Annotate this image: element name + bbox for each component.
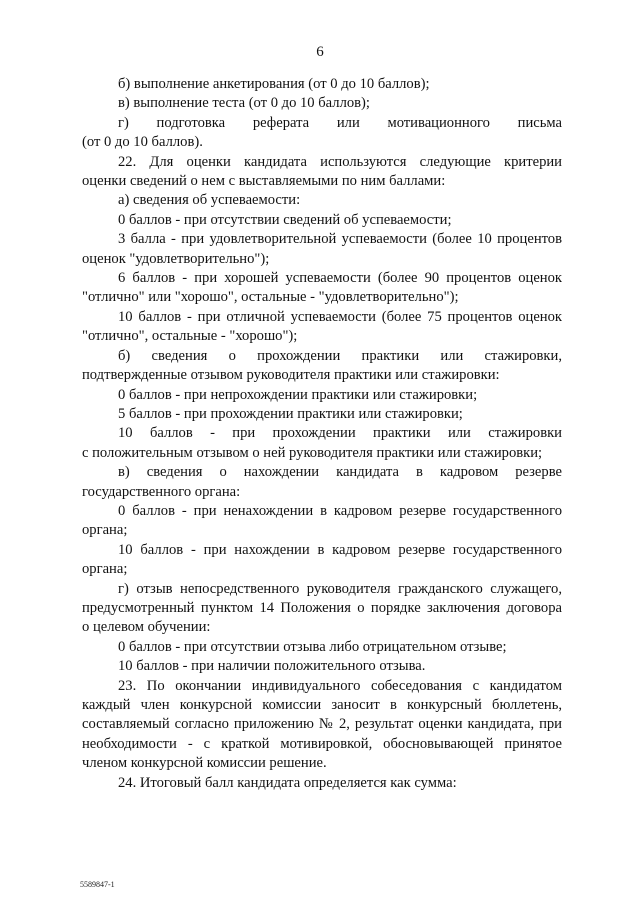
- text-line: необходимости - с краткой мотивировкой, обосновывающей принятое: [82, 735, 562, 752]
- text-line: 23. По окончании индивидуального собеседования с кандидатом: [118, 677, 562, 694]
- text-line: 10 баллов - при прохождении практики или стажировки: [118, 425, 562, 442]
- text-line: г) отзыв непосредственного руководителя гражданского служащего,: [118, 580, 562, 597]
- text-line: б) сведения о прохождении практики или стажировки,: [118, 347, 562, 364]
- text-line: (от 0 до 10 баллов).: [82, 134, 203, 151]
- text-line: 0 баллов - при ненахождении в кадровом резерве государственного: [118, 502, 562, 519]
- text-line: 10 баллов - при нахождении в кадровом резерве государственного: [118, 541, 562, 558]
- page-number: 6: [316, 44, 324, 60]
- paragraph-10-points-reserve: [82, 541, 562, 580]
- text-line: с положительным отзывом о ней руководителя практики или стажировки;: [82, 444, 543, 461]
- text-line: в) сведения о нахождении кандидата в кадровом резерве: [118, 464, 562, 481]
- text-line: "отлично" или "хорошо", остальные - "удовлетворительно");: [82, 289, 459, 306]
- paragraph-0-points-reserve: [82, 502, 562, 541]
- paragraph-v-reserve: [82, 463, 562, 502]
- paragraph-g-essay: [82, 114, 562, 153]
- paragraph-3-points: [82, 230, 562, 269]
- text-line: государственного органа:: [82, 483, 241, 500]
- paragraph-a-performance: а) сведения об успеваемости:: [118, 192, 301, 209]
- paragraph-0-points-review: 0 баллов - при отсутствии отзыва либо отрицательном отзыве;: [118, 638, 507, 655]
- text-line: о целевом обучении:: [82, 619, 211, 636]
- paragraph-5-points-internship: 5 баллов - при прохождении практики или стажировки;: [118, 405, 463, 422]
- text-line: г) подготовка реферата или мотивационного письма: [118, 114, 562, 131]
- text-line: каждый член конкурсной комиссии заносит в конкурсный бюллетень,: [82, 697, 562, 713]
- document-body: [82, 75, 562, 793]
- text-line: 10 баллов - при отличной успеваемости (более 75 процентов оценок: [118, 308, 562, 325]
- paragraph-v-test: в) выполнение теста (от 0 до 10 баллов);: [118, 95, 370, 112]
- text-line: членом конкурсной комиссии решение.: [82, 755, 327, 772]
- paragraph-0-points-internship: 0 баллов - при непрохождении практики или стажировки;: [118, 386, 478, 403]
- text-line: подтвержденные отзывом руководителя практики или стажировки:: [82, 367, 500, 384]
- paragraph-g-supervisor-review: [82, 580, 562, 638]
- paragraph-0-points-performance: 0 баллов - при отсутствии сведений об успеваемости;: [118, 211, 452, 228]
- paragraph-10-points-performance: [82, 308, 562, 347]
- paragraph-10-points-review: 10 баллов - при наличии положительного отзыва.: [118, 658, 426, 675]
- text-line: 22. Для оценки кандидата используются следующие критерии: [118, 153, 562, 170]
- text-line: 3 балла - при удовлетворительной успеваемости (более 10 процентов: [118, 231, 562, 248]
- paragraph-10-points-internship: [82, 424, 562, 463]
- text-line: органа;: [82, 561, 128, 578]
- text-line: предусмотренный пунктом 14 Положения о порядке заключения договора: [82, 599, 562, 616]
- paragraph-b-internship: [82, 347, 562, 386]
- document-code: 5589847-1: [80, 880, 115, 889]
- paragraph-24-final-score: 24. Итоговый балл кандидата определяется как сумма:: [118, 774, 457, 791]
- paragraph-22-criteria: [82, 153, 562, 192]
- text-line: "отлично", остальные - "хорошо");: [82, 328, 298, 345]
- paragraph-23-ballot: [82, 677, 562, 774]
- text-line: оценки сведений о нем с выставляемыми по ним баллами:: [82, 173, 446, 190]
- text-line: оценок "удовлетворительно");: [82, 250, 270, 267]
- text-line: органа;: [82, 522, 128, 539]
- paragraph-b-questionnaire: б) выполнение анкетирования (от 0 до 10 баллов);: [118, 76, 430, 92]
- text-line: составляемый согласно приложению № 2, результат оценки кандидата, при: [82, 716, 562, 733]
- text-line: 6 баллов - при хорошей успеваемости (более 90 процентов оценок: [118, 270, 562, 287]
- paragraph-6-points: [82, 269, 562, 308]
